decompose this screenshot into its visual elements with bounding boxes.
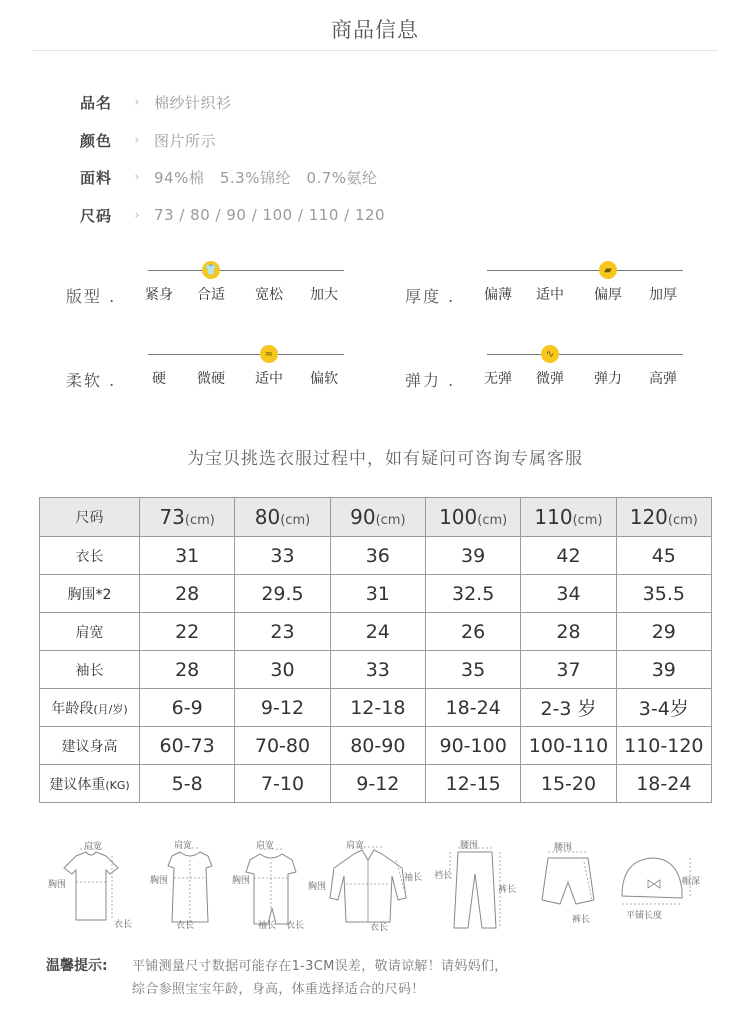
table-cell: 100-110 <box>521 727 616 765</box>
table-cell: 37 <box>521 651 616 689</box>
hat-diagram <box>612 838 708 933</box>
size-corner-cell: 尺码 <box>40 498 140 537</box>
table-cell: 31 <box>330 575 425 613</box>
row-label: 衣长 <box>75 548 104 565</box>
scale-option: 适中 <box>536 287 564 303</box>
table-row <box>40 613 712 651</box>
scale-track <box>487 270 683 271</box>
chest-label: 胸围 <box>232 876 251 886</box>
spec-key: 颜色 <box>80 131 113 150</box>
length-label: 衣长 <box>370 923 389 933</box>
size-table-header <box>40 498 712 537</box>
inseam-label: 裆长 <box>434 871 453 881</box>
waist-label: 腰围 <box>554 843 573 853</box>
scale-track <box>487 354 683 355</box>
length-label: 衣长 <box>176 921 195 931</box>
thickness-icon: ▰ <box>599 261 617 279</box>
length-label: 衣长 <box>286 921 305 931</box>
spec-value: 图片所示 <box>154 131 217 150</box>
table-cell: 15-20 <box>521 765 616 803</box>
table-cell: 12-15 <box>425 765 520 803</box>
scale-option: 紧身 <box>145 287 173 303</box>
scale-option: 微硬 <box>197 371 225 387</box>
scale-option: 加厚 <box>649 287 677 303</box>
scale-option: 无弹 <box>484 371 512 387</box>
tips-text <box>132 955 508 1001</box>
scale-option: 适中 <box>255 371 283 387</box>
chevron-right-icon: › <box>134 94 140 110</box>
table-cell: 24 <box>330 613 425 651</box>
table-cell: 34 <box>521 575 616 613</box>
size-unit: (cm) <box>667 513 698 528</box>
scale-option: 偏软 <box>310 371 338 387</box>
scale-2 <box>66 342 366 402</box>
table-cell: 39 <box>616 651 711 689</box>
spec-value: 73 / 80 / 90 / 100 / 110 / 120 <box>154 206 386 224</box>
table-cell: 60-73 <box>140 727 235 765</box>
row-label-suffix: (月/岁) <box>93 702 128 716</box>
size-value: 73 <box>159 505 185 529</box>
table-cell: 70-80 <box>235 727 330 765</box>
scale-option: 合适 <box>197 287 225 303</box>
size-header-cell <box>521 498 616 537</box>
size-value: 100 <box>439 505 478 529</box>
softness-icon: ≈ <box>260 345 278 363</box>
size-header-cell <box>330 498 425 537</box>
row-label: 袖长 <box>75 662 104 679</box>
table-cell: 29 <box>616 613 711 651</box>
table-cell: 36 <box>330 537 425 575</box>
table-cell: 33 <box>235 537 330 575</box>
table-row <box>40 537 712 575</box>
table-cell: 45 <box>616 537 711 575</box>
scale-option: 高弹 <box>649 371 677 387</box>
table-cell: 29.5 <box>235 575 330 613</box>
title-divider <box>32 50 718 51</box>
table-cell: 2-3 岁 <box>521 689 616 727</box>
table-cell: 28 <box>140 651 235 689</box>
spec-key: 尺码 <box>80 206 113 225</box>
width-label: 平铺长度 <box>626 911 663 921</box>
spec-row <box>80 128 216 152</box>
row-header-cell <box>40 651 140 689</box>
size-header-cell <box>140 498 235 537</box>
scale-option: 加大 <box>310 287 338 303</box>
table-cell: 18-24 <box>425 689 520 727</box>
size-unit: (cm) <box>184 513 215 528</box>
size-unit: (cm) <box>572 513 603 528</box>
row-header-cell <box>40 765 140 803</box>
chevron-right-icon: › <box>134 207 140 223</box>
row-header-cell <box>40 613 140 651</box>
size-value: 120 <box>629 505 668 529</box>
table-cell: 32.5 <box>425 575 520 613</box>
scale-option: 微弹 <box>536 371 564 387</box>
shirt-icon: 👕 <box>202 261 220 279</box>
scale-option: 宽松 <box>255 287 283 303</box>
table-cell: 22 <box>140 613 235 651</box>
spec-key: 品名 <box>80 93 113 112</box>
waist-label: 腰围 <box>460 841 479 851</box>
size-unit: (cm) <box>375 513 406 528</box>
sleeve-label: 袖长 <box>404 873 423 883</box>
tips-line-1: 平铺测量尺寸数据可能存在1-3CM误差，敬请谅解！请妈妈们， <box>132 959 508 974</box>
sleeve-label: 袖长 <box>258 921 277 931</box>
spec-value: 棉纱针织衫 <box>154 93 232 112</box>
length-label: 衣长 <box>114 920 133 930</box>
table-cell: 39 <box>425 537 520 575</box>
table-cell: 9-12 <box>235 689 330 727</box>
scale-label: 弹力 . <box>405 371 456 390</box>
table-cell: 26 <box>425 613 520 651</box>
spec-row <box>80 165 378 189</box>
chevron-right-icon: › <box>134 132 140 148</box>
size-header-cell <box>616 498 711 537</box>
scale-track <box>148 354 344 355</box>
table-cell: 3-4岁 <box>616 689 711 727</box>
length-label: 裤长 <box>572 915 591 925</box>
scale-1 <box>405 258 705 318</box>
shoulder-label: 肩宽 <box>346 841 365 851</box>
consult-note: 为宝贝挑选衣服过程中，如有疑问可咨询专属客服 <box>187 449 583 469</box>
shorts-diagram <box>528 838 608 933</box>
scale-option: 偏薄 <box>484 287 512 303</box>
dress-diagram <box>150 838 230 933</box>
row-label: 胸围*2 <box>67 586 112 603</box>
scale-label: 柔软 . <box>66 371 117 390</box>
size-table <box>39 497 712 803</box>
elastic-icon: ∿ <box>541 345 559 363</box>
table-cell: 110-120 <box>616 727 711 765</box>
row-label: 建议身高 <box>61 738 118 755</box>
spec-row <box>80 90 232 114</box>
romper-diagram <box>232 838 310 933</box>
table-row <box>40 575 712 613</box>
table-cell: 33 <box>330 651 425 689</box>
scale-option: 弹力 <box>594 371 622 387</box>
table-cell: 28 <box>140 575 235 613</box>
spec-value: 94%棉 5.3%锦纶 0.7%氨纶 <box>154 168 378 187</box>
pants-diagram <box>430 838 520 933</box>
row-header-cell <box>40 575 140 613</box>
size-value: 110 <box>534 505 573 529</box>
scale-option: 硬 <box>152 371 166 387</box>
table-cell: 31 <box>140 537 235 575</box>
table-cell: 12-18 <box>330 689 425 727</box>
row-header-cell <box>40 727 140 765</box>
size-tips <box>46 955 508 1001</box>
table-row <box>40 727 712 765</box>
shoulder-label: 肩宽 <box>256 841 275 851</box>
row-label: 建议体重 <box>49 776 106 793</box>
chest-label: 胸围 <box>48 880 67 890</box>
chest-label: 胸围 <box>308 882 327 892</box>
size-header-cell <box>425 498 520 537</box>
scale-0 <box>66 258 366 318</box>
chevron-right-icon: › <box>134 169 140 185</box>
table-row <box>40 651 712 689</box>
scale-label: 版型 . <box>66 287 117 306</box>
row-label: 肩宽 <box>75 624 104 641</box>
spec-key: 面料 <box>80 168 113 187</box>
table-row <box>40 689 712 727</box>
shoulder-label: 肩宽 <box>84 842 103 852</box>
row-header-cell <box>40 537 140 575</box>
table-cell: 23 <box>235 613 330 651</box>
table-cell: 30 <box>235 651 330 689</box>
table-cell: 5-8 <box>140 765 235 803</box>
table-row <box>40 765 712 803</box>
table-cell: 42 <box>521 537 616 575</box>
size-unit: (cm) <box>280 513 311 528</box>
scale-track <box>148 270 344 271</box>
chest-label: 胸围 <box>150 876 169 886</box>
table-cell: 7-10 <box>235 765 330 803</box>
tips-line-2: 综合参照宝宝年龄，身高，体重选择适合的尺码！ <box>132 982 425 997</box>
size-unit: (cm) <box>477 513 508 528</box>
spec-row <box>80 203 385 227</box>
length-label: 裤长 <box>498 885 517 895</box>
tshirt-diagram <box>46 838 136 933</box>
row-label: 年龄段 <box>51 700 94 717</box>
page-title: 商品信息 <box>331 18 419 42</box>
size-value: 90 <box>350 505 376 529</box>
shoulder-label: 肩宽 <box>174 841 193 851</box>
scale-3 <box>405 342 705 402</box>
scale-option: 偏厚 <box>594 287 622 303</box>
table-cell: 9-12 <box>330 765 425 803</box>
row-header-cell <box>40 689 140 727</box>
table-cell: 6-9 <box>140 689 235 727</box>
size-header-cell <box>235 498 330 537</box>
size-value: 80 <box>254 505 281 529</box>
depth-label: 帽深 <box>682 877 701 887</box>
table-cell: 35 <box>425 651 520 689</box>
table-cell: 90-100 <box>425 727 520 765</box>
table-cell: 80-90 <box>330 727 425 765</box>
table-cell: 28 <box>521 613 616 651</box>
row-label-suffix: (KG) <box>105 778 130 792</box>
scale-label: 厚度 . <box>405 287 456 306</box>
table-cell: 35.5 <box>616 575 711 613</box>
table-cell: 18-24 <box>616 765 711 803</box>
tips-label: 温馨提示: <box>46 958 108 974</box>
jacket-diagram <box>306 838 430 933</box>
